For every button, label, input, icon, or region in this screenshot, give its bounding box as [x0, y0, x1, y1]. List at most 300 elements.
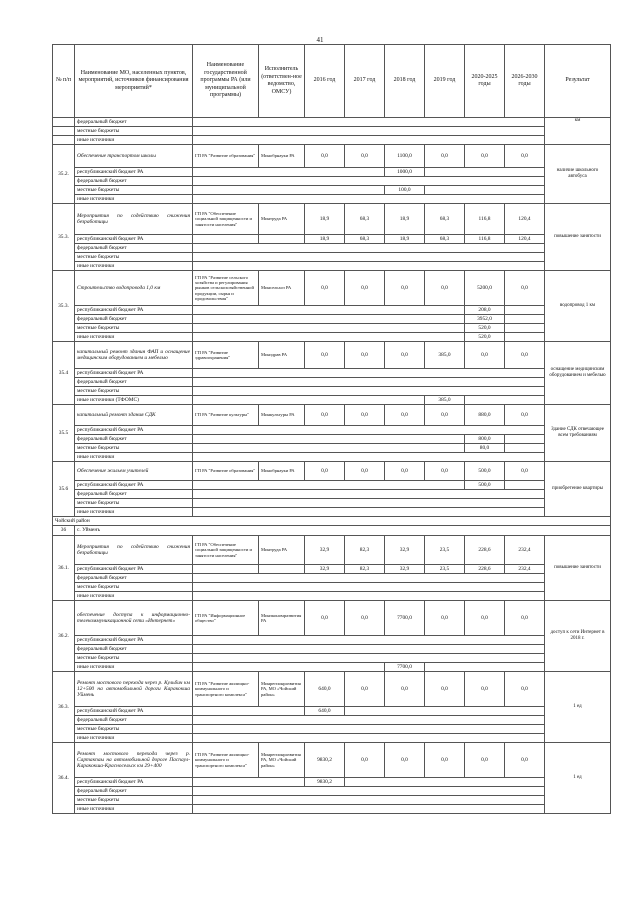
table-row — [53, 262, 611, 271]
result-cell: повышение занятости — [545, 204, 611, 271]
source-federal: федеральный бюджет — [75, 574, 193, 583]
value-2020-2025: 80,0 — [465, 444, 505, 453]
executor-name: Минкультуры РА — [259, 405, 305, 426]
header-2016: 2016 год — [305, 45, 345, 118]
value-2016: 32,9 — [305, 565, 345, 574]
result-cell: 1 ед — [545, 672, 611, 743]
executor-name: Минсельхоз РА — [259, 271, 305, 306]
value-2018: 32,9 — [385, 536, 425, 565]
source-other-tfoms: иные источники (ТФОМС) — [75, 396, 193, 405]
table-row — [53, 324, 611, 333]
header-2020-2025: 2020-2025 годы — [465, 45, 505, 118]
table-row — [53, 499, 611, 508]
empty-cell — [193, 481, 465, 490]
source-federal: федеральный бюджет — [75, 716, 193, 725]
table-row — [53, 145, 611, 168]
value-2019: 0,0 — [425, 743, 465, 778]
program-name: ГП РА "Развитие сельского хозяйства и регулирования рынков сельскохозяйственной продукции, сырья и продовольствия" — [193, 271, 259, 306]
source-local: местные бюджеты — [75, 387, 193, 396]
empty-cell — [505, 333, 545, 342]
table-row — [53, 716, 611, 725]
header-executor: Исполнитель (ответствен-ное ведомство, ОМСУ) — [259, 45, 305, 118]
table-row — [53, 592, 611, 601]
event-name: обеспечение доступа к информационно-телекоммуникационной сети «Интернет» — [75, 601, 193, 636]
value-2016: 0,0 — [305, 462, 345, 481]
source-local: местные бюджеты — [75, 253, 193, 262]
value-2020-2025: 0,0 — [465, 672, 505, 707]
value-2019: 23,5 — [425, 536, 465, 565]
empty-cell — [193, 592, 545, 601]
source-republic: республиканский бюджет РА — [75, 636, 193, 645]
table-row — [53, 565, 611, 574]
empty-cell — [505, 481, 545, 490]
value-2019: 385,0 — [425, 396, 465, 405]
result-cell: 1 ед — [545, 743, 611, 814]
empty-cell — [193, 118, 545, 127]
source-republic: республиканский бюджет РА — [75, 565, 193, 574]
program-name: ГП РА "Информационное общество" — [193, 601, 259, 636]
table-row — [53, 168, 611, 177]
empty-cell — [425, 186, 545, 195]
event-name: капитальный ремонт здания ФАП и оснащение медицинским оборудованием и мебелью — [75, 342, 193, 369]
result-cell: повышение занятости — [545, 536, 611, 601]
header-result: Результат — [545, 45, 611, 118]
table-row — [53, 177, 611, 186]
program-name: ГП РА "Обеспечение социальной защищенности и занятости населения" — [193, 536, 259, 565]
header-2019: 2019 год — [425, 45, 465, 118]
district-name: Чойский район — [53, 517, 611, 526]
source-federal: федеральный бюджет — [75, 315, 193, 324]
empty-cell — [193, 636, 545, 645]
table-row — [53, 778, 611, 787]
source-republic: республиканский бюджет РА — [75, 306, 193, 315]
value-2018: 1000,0 — [385, 168, 425, 177]
empty-cell — [193, 435, 465, 444]
table-row — [53, 235, 611, 244]
header-name: Наименование МО, населенных пунктов, мероприятий, источников финансирования мероприятий* — [75, 45, 193, 118]
value-2020-2025: 800,0 — [465, 435, 505, 444]
value-2017: 0,0 — [345, 145, 385, 168]
source-republic: республиканский бюджет РА — [75, 168, 193, 177]
value-2018: 0,0 — [385, 462, 425, 481]
value-2018: 1100,0 — [385, 145, 425, 168]
table-row — [53, 583, 611, 592]
source-federal: федеральный бюджет — [75, 378, 193, 387]
row-number: 36.1. — [53, 536, 75, 601]
empty-cell — [193, 177, 545, 186]
value-2019: 0,0 — [425, 271, 465, 306]
result-cell: Здание СДК отвечающее всем требованиям — [545, 405, 611, 462]
empty-cell — [193, 244, 545, 253]
table-row — [53, 481, 611, 490]
source-federal: федеральный бюджет — [75, 244, 193, 253]
program-name: ГП РА "Развитие образования" — [193, 462, 259, 481]
empty-cell — [193, 453, 545, 462]
empty-cell — [193, 707, 305, 716]
value-2018: 32,9 — [385, 565, 425, 574]
table-row — [53, 536, 611, 565]
empty-cell — [193, 499, 545, 508]
table-row — [53, 253, 611, 262]
value-2016: 640,0 — [305, 707, 345, 716]
empty-cell — [505, 315, 545, 324]
table-row — [53, 636, 611, 645]
empty-cell — [193, 778, 305, 787]
empty-cell — [193, 787, 545, 796]
result-cell: оснащение медицинским оборудованием и мебелью — [545, 342, 611, 405]
num-cell — [53, 136, 75, 145]
table-row — [53, 426, 611, 435]
empty-cell — [193, 186, 385, 195]
event-name: Ремонт мостового перехода через р. Сартакпаы на автомобильной дороге Паспаул-Каракокша-Красносельск км 29+400 — [75, 743, 193, 778]
table-row — [53, 387, 611, 396]
table-row — [53, 663, 611, 672]
row-number: 36 — [53, 526, 75, 536]
value-2016: 0,0 — [305, 145, 345, 168]
value-2017: 0,0 — [345, 462, 385, 481]
empty-cell — [259, 565, 305, 574]
value-2019: 385,0 — [425, 342, 465, 369]
num-cell — [53, 118, 75, 127]
empty-cell — [193, 645, 545, 654]
result-cell: наличие школьного автобуса — [545, 145, 611, 204]
table-row — [53, 435, 611, 444]
empty-cell — [193, 262, 545, 271]
header-2026-2030: 2026-2030 годы — [505, 45, 545, 118]
row-number: 36.4. — [53, 743, 75, 814]
executor-name: Минобрнауки РА — [259, 145, 305, 168]
program-name: ГП РА "Развитие жилищно-коммунального и транспортного комплекса" — [193, 743, 259, 778]
value-2016: 640,0 — [305, 672, 345, 707]
table-row — [53, 186, 611, 195]
value-2026-2030: 232,4 — [505, 565, 545, 574]
value-2016: 0,0 — [305, 271, 345, 306]
source-republic: республиканский бюджет РА — [75, 426, 193, 435]
empty-cell — [193, 583, 545, 592]
event-name: Строительство водопровода 1,0 км — [75, 271, 193, 306]
empty-cell — [193, 490, 545, 499]
event-name: капитальный ремонт здания СДК — [75, 405, 193, 426]
value-2018: 0,0 — [385, 743, 425, 778]
empty-cell — [193, 508, 545, 517]
executor-name: Минрегионразвития РА, МО «Чойский район» — [259, 672, 305, 707]
table-row — [53, 244, 611, 253]
value-2026-2030: 0,0 — [505, 462, 545, 481]
table-row — [53, 574, 611, 583]
value-2026-2030: 232,4 — [505, 536, 545, 565]
value-2026-2030: 0,0 — [505, 342, 545, 369]
event-name: Мероприятия по содействию снижения безработицы — [75, 204, 193, 235]
source-other: иные источники — [75, 333, 193, 342]
settlement-row — [53, 526, 611, 536]
table-row — [53, 118, 611, 127]
empty-cell — [505, 324, 545, 333]
row-number: 35.4 — [53, 342, 75, 405]
value-2020-2025: 0,0 — [465, 743, 505, 778]
empty-cell — [193, 168, 385, 177]
empty-cell — [425, 168, 545, 177]
program-name: ГП РА "Развитие здравоохранения" — [193, 342, 259, 369]
header-row — [53, 45, 611, 118]
source-local: местные бюджеты — [75, 796, 193, 805]
value-2020-2025: 0,0 — [465, 145, 505, 168]
row-number: 35.3. — [53, 271, 75, 342]
table-row — [53, 462, 611, 481]
source-other: иные источники — [75, 508, 193, 517]
table-row — [53, 444, 611, 453]
value-2020-2025: 228,6 — [465, 536, 505, 565]
value-2019: 0,0 — [425, 145, 465, 168]
empty-cell — [193, 324, 465, 333]
empty-cell — [193, 426, 545, 435]
table-row — [53, 271, 611, 306]
program-name: ГП РА "Развитие образования" — [193, 145, 259, 168]
value-2019: 0,0 — [425, 601, 465, 636]
empty-cell — [193, 663, 385, 672]
result-cell: км — [545, 118, 611, 145]
value-2017: 0,0 — [345, 672, 385, 707]
value-2016: 9830,2 — [305, 778, 345, 787]
source-other: иные источники — [75, 805, 193, 814]
value-2017: 0,0 — [345, 743, 385, 778]
value-2019: 68,3 — [425, 204, 465, 235]
program-name: ГП РА "Обеспечение социальной защищенности и занятости населения" — [193, 204, 259, 235]
header-2017: 2017 год — [345, 45, 385, 118]
value-2017: 0,0 — [345, 342, 385, 369]
table-row — [53, 127, 611, 136]
source-federal: федеральный бюджет — [75, 645, 193, 654]
empty-cell — [505, 306, 545, 315]
executor-name: Минздрав РА — [259, 342, 305, 369]
empty-cell — [193, 725, 545, 734]
row-number: 36.3. — [53, 672, 75, 743]
value-2016: 9830,2 — [305, 743, 345, 778]
source-local: местные бюджеты — [75, 186, 193, 195]
empty-cell — [193, 369, 545, 378]
empty-cell — [193, 235, 259, 244]
table-row — [53, 672, 611, 707]
empty-cell — [193, 734, 545, 743]
source-republic: республиканский бюджет РА — [75, 481, 193, 490]
district-row — [53, 517, 611, 526]
source-federal: федеральный бюджет — [75, 787, 193, 796]
source-federal: федеральный бюджет — [75, 177, 193, 186]
value-2019: 0,0 — [425, 672, 465, 707]
table-row — [53, 333, 611, 342]
source-other: иные источники — [75, 262, 193, 271]
value-2018: 18,9 — [385, 204, 425, 235]
value-2026-2030: 120,4 — [505, 204, 545, 235]
source-federal: федеральный бюджет — [75, 118, 193, 127]
value-2019: 68,3 — [425, 235, 465, 244]
executor-name: Минтруда РА — [259, 204, 305, 235]
value-2018: 0,0 — [385, 271, 425, 306]
value-2020-2025: 500,0 — [465, 481, 505, 490]
program-name: ГП РА "Развитие культуры" — [193, 405, 259, 426]
value-2020-2025: 0,0 — [465, 601, 505, 636]
table-row — [53, 645, 611, 654]
value-2018: 0,0 — [385, 405, 425, 426]
empty-cell — [193, 444, 465, 453]
executor-name: Минэкономразвития РА — [259, 601, 305, 636]
source-federal: федеральный бюджет — [75, 435, 193, 444]
row-number: 35.3. — [53, 204, 75, 271]
empty-cell — [465, 396, 545, 405]
value-2017: 68,3 — [345, 235, 385, 244]
value-2016: 18,9 — [305, 235, 345, 244]
value-2016: 0,0 — [305, 601, 345, 636]
source-other: иные источники — [75, 663, 193, 672]
value-2017: 0,0 — [345, 601, 385, 636]
value-2020-2025: 208,0 — [465, 306, 505, 315]
empty-cell — [345, 707, 545, 716]
event-name: Обеспечение транспортом школы — [75, 145, 193, 168]
row-number: 35.5 — [53, 405, 75, 462]
value-2017: 0,0 — [345, 271, 385, 306]
row-number: 35.6 — [53, 462, 75, 517]
table-row — [53, 369, 611, 378]
empty-cell — [193, 796, 545, 805]
empty-cell — [193, 396, 425, 405]
value-2016: 18,9 — [305, 204, 345, 235]
table-row — [53, 405, 611, 426]
table-row — [53, 601, 611, 636]
table-row — [53, 315, 611, 324]
empty-cell — [505, 435, 545, 444]
source-other: иные источники — [75, 195, 193, 204]
empty-cell — [193, 654, 545, 663]
source-other: иные источники — [75, 453, 193, 462]
num-cell — [53, 127, 75, 136]
empty-cell — [193, 716, 545, 725]
value-2020-2025: 228,6 — [465, 565, 505, 574]
source-other: иные источники — [75, 592, 193, 601]
table-row — [53, 136, 611, 145]
value-2026-2030: 0,0 — [505, 672, 545, 707]
value-2019: 0,0 — [425, 462, 465, 481]
empty-cell — [193, 574, 545, 583]
source-local: местные бюджеты — [75, 127, 193, 136]
value-2020-2025: 5200,0 — [465, 271, 505, 306]
result-cell: приобретение квартиры — [545, 462, 611, 517]
result-cell: доступ к сети Интернет в 2018 г. — [545, 601, 611, 672]
value-2020-2025: 520,0 — [465, 333, 505, 342]
row-number: 35.2. — [53, 145, 75, 204]
page-number: 41 — [316, 36, 324, 44]
empty-cell — [193, 306, 465, 315]
table-row — [53, 725, 611, 734]
value-2026-2030: 0,0 — [505, 601, 545, 636]
source-local: местные бюджеты — [75, 324, 193, 333]
empty-cell — [193, 333, 465, 342]
value-2018: 7700,0 — [385, 601, 425, 636]
value-2017: 82,3 — [345, 565, 385, 574]
source-local: местные бюджеты — [75, 444, 193, 453]
value-2017: 68,3 — [345, 204, 385, 235]
value-2018: 18,9 — [385, 235, 425, 244]
value-2026-2030: 0,0 — [505, 405, 545, 426]
value-2020-2025: 500,0 — [465, 462, 505, 481]
empty-cell — [345, 778, 545, 787]
value-2017: 0,0 — [345, 405, 385, 426]
table-row — [53, 654, 611, 663]
table-row — [53, 453, 611, 462]
table-row — [53, 796, 611, 805]
header-num: № п/п — [53, 45, 75, 118]
value-2026-2030: 0,0 — [505, 743, 545, 778]
program-name: ГП РА "Развитие жилищно-коммунального и транспортного комплекса" — [193, 672, 259, 707]
value-2018: 7700,0 — [385, 663, 425, 672]
table-row — [53, 396, 611, 405]
table-row — [53, 490, 611, 499]
event-name: Мероприятия по содействию снижения безработицы — [75, 536, 193, 565]
source-republic: республиканский бюджет РА — [75, 778, 193, 787]
table-row — [53, 805, 611, 814]
source-other: иные источники — [75, 734, 193, 743]
value-2026-2030: 0,0 — [505, 271, 545, 306]
value-2016: 32,9 — [305, 536, 345, 565]
source-other: иные источники — [75, 136, 193, 145]
empty-cell — [193, 805, 545, 814]
empty-cell — [193, 565, 259, 574]
executor-name: Минрегионразвития РА, МО «Чойский район» — [259, 743, 305, 778]
empty-cell — [425, 663, 545, 672]
empty-cell — [193, 253, 545, 262]
source-local: местные бюджеты — [75, 583, 193, 592]
empty-cell — [193, 387, 545, 396]
table-row — [53, 204, 611, 235]
value-2018: 100,0 — [385, 186, 425, 195]
source-local: местные бюджеты — [75, 499, 193, 508]
settlement-name: с. Уйменъ — [75, 526, 611, 536]
empty-cell — [193, 127, 545, 136]
value-2026-2030: 120,4 — [505, 235, 545, 244]
investment-table — [52, 44, 611, 814]
header-2018: 2018 год — [385, 45, 425, 118]
source-local: местные бюджеты — [75, 654, 193, 663]
value-2016: 0,0 — [305, 405, 345, 426]
value-2019: 0,0 — [425, 405, 465, 426]
source-republic: республиканский бюджет РА — [75, 707, 193, 716]
table-row — [53, 342, 611, 369]
empty-cell — [505, 444, 545, 453]
executor-name: Минтруда РА — [259, 536, 305, 565]
table-row — [53, 508, 611, 517]
value-2019: 23,5 — [425, 565, 465, 574]
table-row — [53, 707, 611, 716]
empty-cell — [193, 378, 545, 387]
table-row — [53, 195, 611, 204]
row-number: 36.2. — [53, 601, 75, 672]
header-program: Наименование государственной программы РА (или муниципальной программы) — [193, 45, 259, 118]
value-2017: 82,3 — [345, 536, 385, 565]
event-name: Ремонт мостового перехода через р. Кульбич км 12+500 на автомобильной дороги Каракокша Уймень — [75, 672, 193, 707]
table-row — [53, 743, 611, 778]
empty-cell — [193, 136, 545, 145]
empty-cell — [259, 235, 305, 244]
source-republic: республиканский бюджет РА — [75, 369, 193, 378]
value-2020-2025: 880,0 — [465, 405, 505, 426]
value-2020-2025: 116,8 — [465, 204, 505, 235]
source-local: местные бюджеты — [75, 725, 193, 734]
empty-cell — [193, 195, 545, 204]
table-row — [53, 734, 611, 743]
value-2020-2025: 3952,0 — [465, 315, 505, 324]
value-2016: 0,0 — [305, 342, 345, 369]
table-row — [53, 378, 611, 387]
value-2026-2030: 0,0 — [505, 145, 545, 168]
value-2020-2025: 116,8 — [465, 235, 505, 244]
